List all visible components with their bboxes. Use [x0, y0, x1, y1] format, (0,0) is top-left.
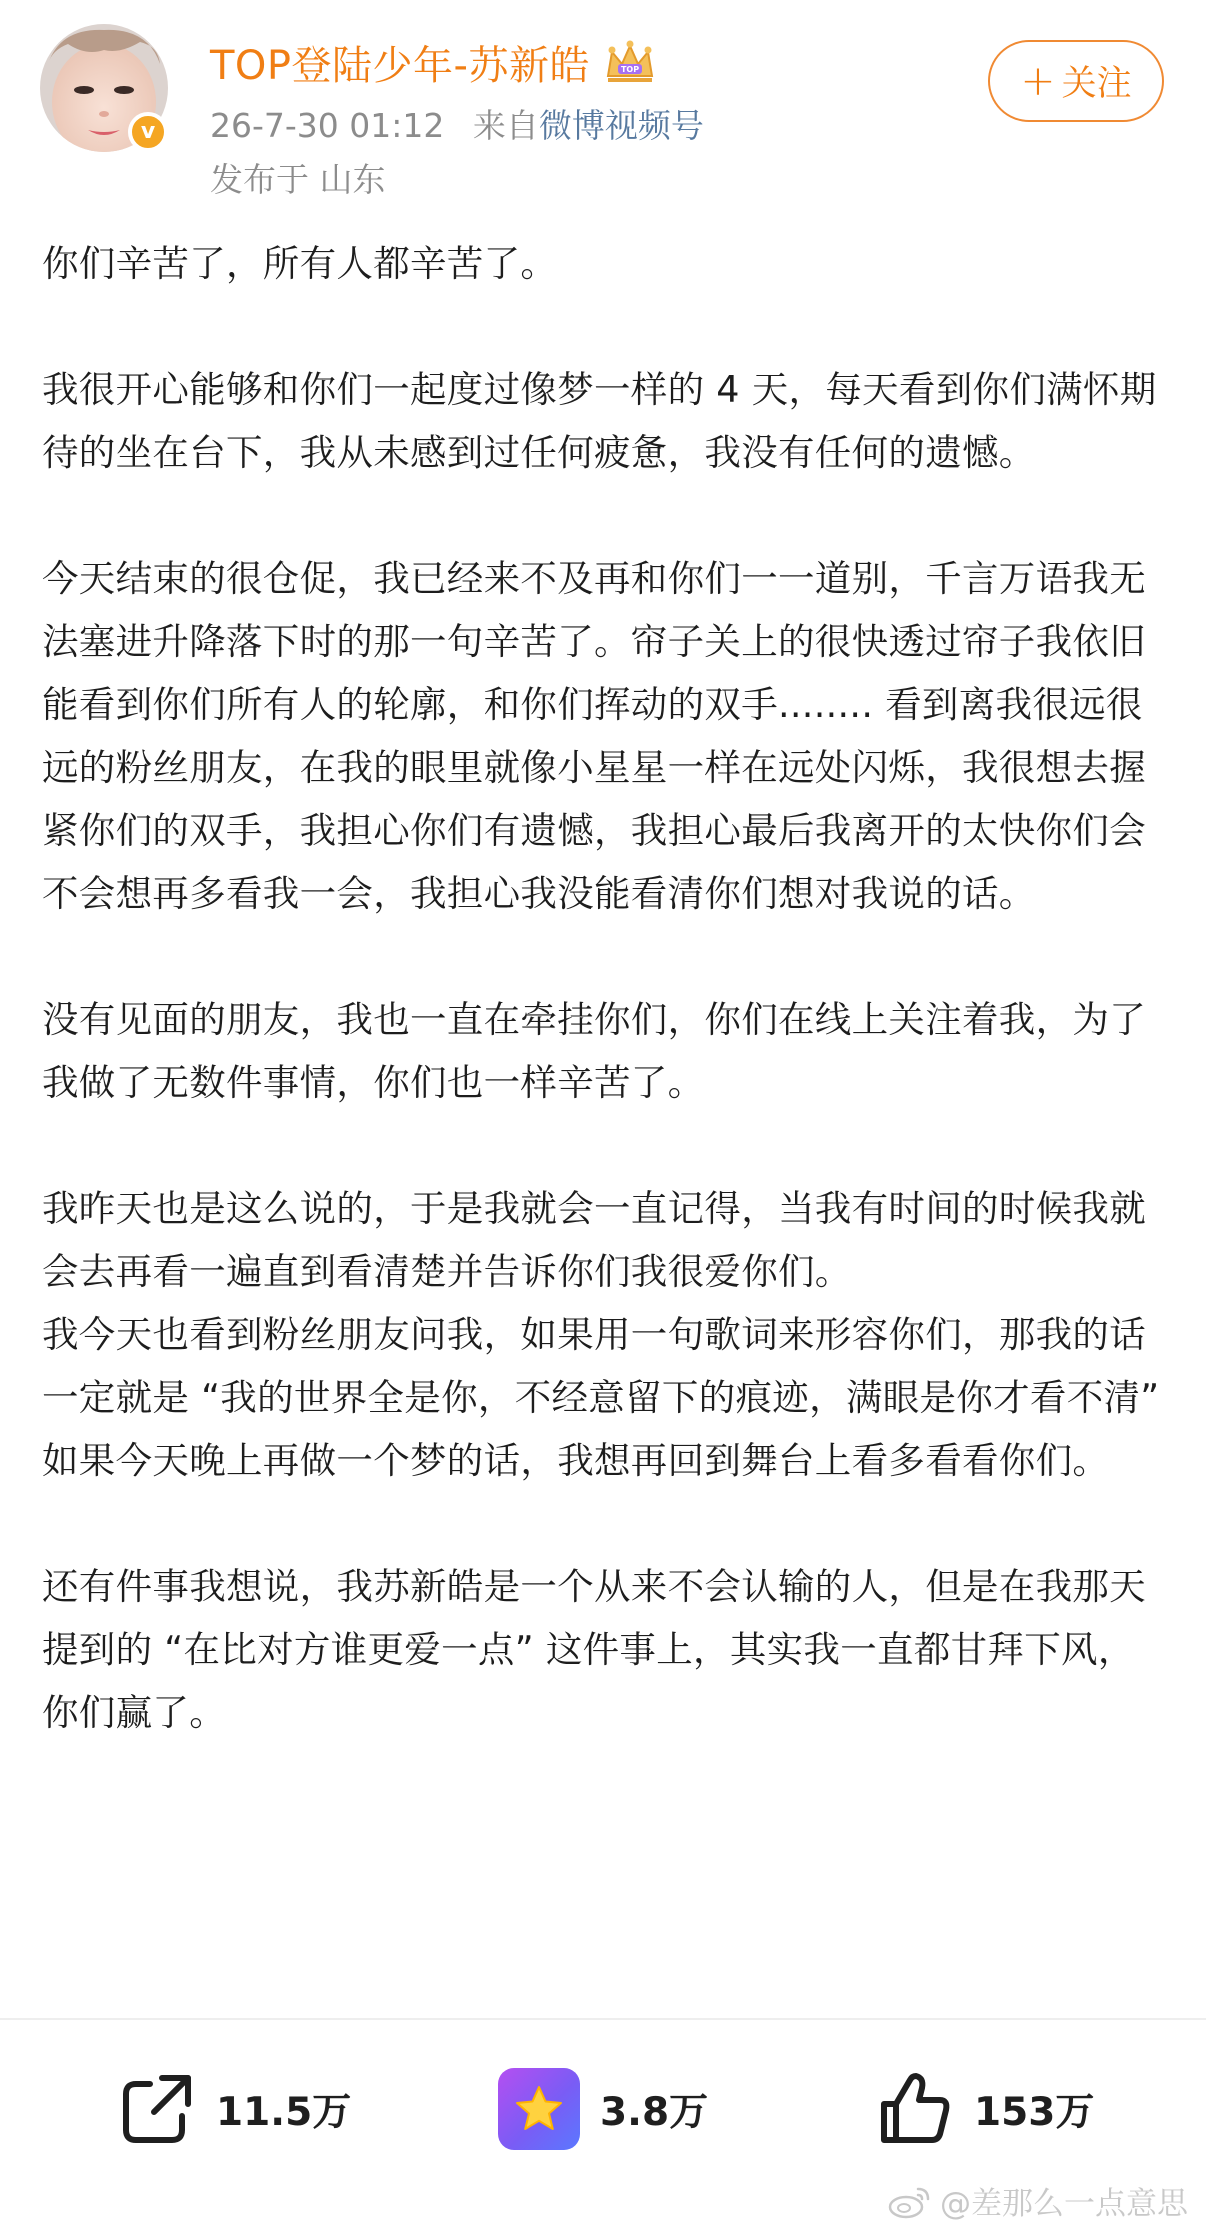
- post-timestamp: 26-7-30 01:12: [210, 106, 445, 145]
- post-location: 发布于 山东: [210, 160, 386, 199]
- source-link[interactable]: 微博视频号: [538, 106, 704, 145]
- user-name-row: [210, 32, 658, 92]
- plus-icon: +: [1020, 56, 1056, 105]
- avatar[interactable]: [40, 24, 168, 152]
- share-icon: [118, 2070, 196, 2148]
- star-icon: [498, 2068, 580, 2150]
- thumbs-up-icon: [876, 2070, 954, 2148]
- favorite-count: 3.8万: [600, 2090, 709, 2135]
- post-paragraph: 今天结束的很仓促，我已经来不及再和你们一一道别，千言万语我无法塞进升降落下时的那一句辛苦了。帘子关上的很快透过帘子我依旧能看到你们所有人的轮廓，和你们挥动的双手........ 看到离我很远很远的粉丝朋友，在我的眼里就像小星星一样在远处闪烁，我很想去握紧你们的双手，我担心你们有遗憾，我担心最后我离开的太快你们会不会想再多看我一会，我担心我没能看清你们想对我说的话。: [42, 557, 1146, 915]
- action-bar: [0, 2020, 1206, 2190]
- verified-badge-icon: v: [128, 112, 168, 152]
- follow-label: 关注: [1061, 64, 1132, 104]
- weibo-logo-icon: [888, 2183, 932, 2219]
- post-paragraph: 你们辛苦了，所有人都辛苦了。: [42, 242, 558, 285]
- crown-icon: [602, 38, 658, 86]
- post-paragraph: 没有见面的朋友，我也一直在牵挂你们，你们在线上关注着我，为了我做了无数件事情，你们也一样辛苦了。: [42, 998, 1146, 1104]
- post-paragraph: 我很开心能够和你们一起度过像梦一样的 4 天，每天看到你们满怀期待的坐在台下，我从未感到过任何疲惫，我没有任何的遗憾。: [42, 368, 1157, 474]
- post-paragraph: 还有件事我想说，我苏新皓是一个从来不会认输的人，但是在我那天提到的 “在比对方谁更爱一点” 这件事上，其实我一直都甘拜下风，你们赢了。: [42, 1565, 1146, 1734]
- favorite-button[interactable]: [498, 2068, 708, 2150]
- watermark: [888, 2178, 1188, 2223]
- repost-count: 11.5万: [216, 2090, 352, 2135]
- svg-text:TOP: TOP: [620, 65, 640, 74]
- like-button[interactable]: [876, 2068, 1094, 2150]
- repost-button[interactable]: [118, 2068, 351, 2150]
- follow-button[interactable]: [988, 40, 1164, 122]
- like-count: 153万: [974, 2090, 1095, 2135]
- user-name[interactable]: TOP登陆少年-苏新皓: [210, 42, 590, 89]
- post-body: [42, 232, 1170, 1744]
- watermark-text: @差那么一点意思: [940, 2186, 1188, 2222]
- post-header: [0, 0, 1206, 220]
- post-paragraph: 我昨天也是这么说的，于是我就会一直记得，当我有时间的时候我就会去再看一遍直到看清楚并告诉你们我很爱你们。 我今天也看到粉丝朋友问我，如果用一句歌词来形容你们，那我的话一定就是 “我的世界全是你，不经意留下的痕迹，满眼是你才看不清” 如果今天晚上再做一个梦的话，我想再回到舞台上看多看看你们。: [42, 1187, 1160, 1482]
- post-meta: [210, 100, 704, 147]
- source-prefix: 来自: [472, 106, 539, 145]
